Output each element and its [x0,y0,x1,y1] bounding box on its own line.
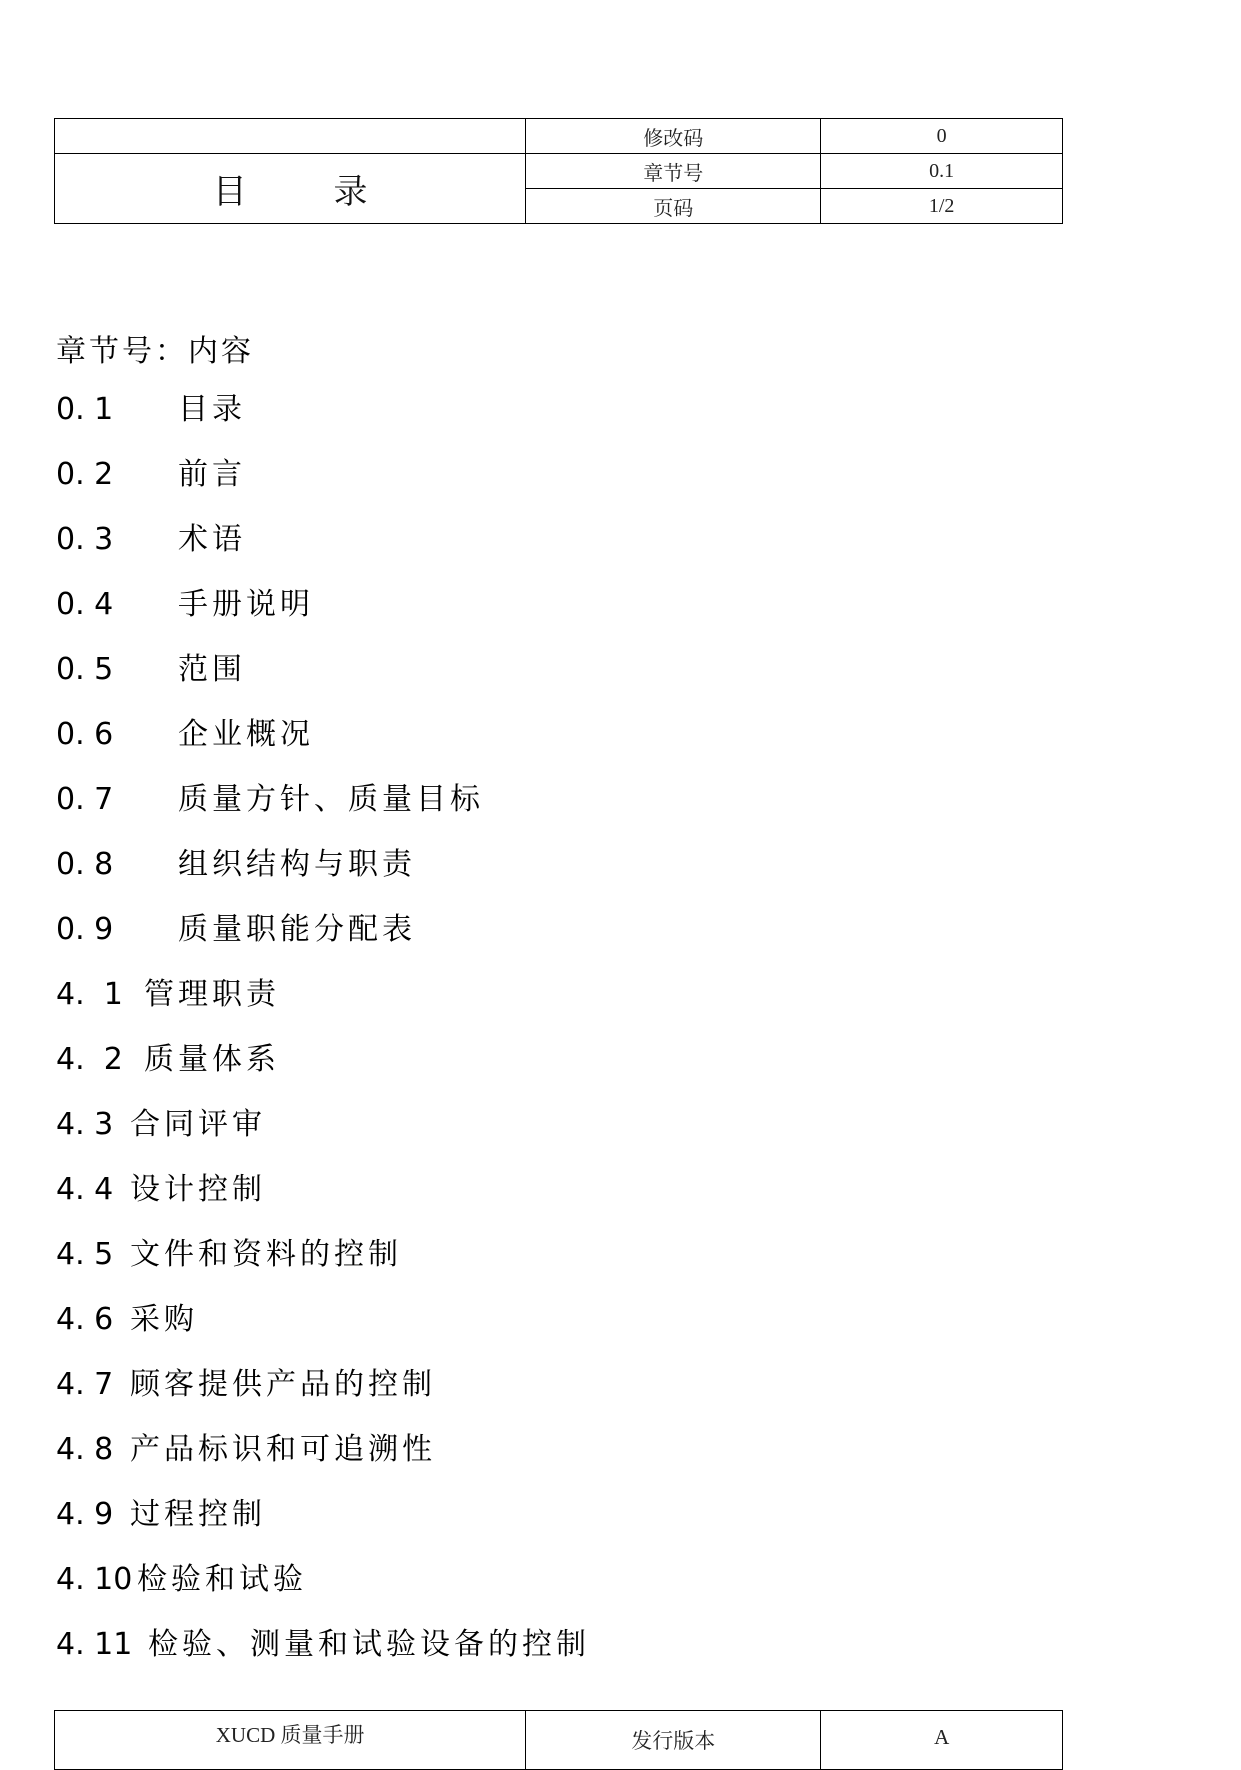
document-footer-table [54,1710,1063,1770]
toc-item[interactable] [56,1235,590,1300]
toc-item-number: 4. 9 [56,1497,114,1532]
toc-item-number: 4. 11 [56,1627,133,1662]
toc-item[interactable] [56,1365,590,1430]
toc-item[interactable] [56,1625,590,1690]
toc-item-title: 范围 [178,652,246,687]
toc-item[interactable] [56,1560,590,1625]
toc-item[interactable] [56,1105,590,1170]
toc-item[interactable] [56,1300,590,1365]
toc-item-title: 质量职能分配表 [178,912,416,947]
document-header-table [54,118,1063,224]
toc-item[interactable] [56,1430,590,1495]
revision-code-value: 0 [821,119,1063,154]
toc-item-title: 质量体系 [144,1042,280,1077]
toc-item-title: 术语 [178,522,246,557]
toc-item-number: 4. 6 [56,1302,114,1337]
toc-item-number: 4. 2 [56,1042,123,1077]
toc-item-number: 4. 10 [56,1562,133,1597]
toc-item-number: 4. 4 [56,1172,114,1207]
page-number-value: 1/2 [821,189,1063,224]
toc-item[interactable] [56,910,590,975]
toc-item-title: 顾客提供产品的控制 [130,1367,436,1402]
toc-item-number: 0. 2 [56,457,114,492]
toc-heading: 章节号：内容 [56,334,254,369]
toc-item-number: 4. 1 [56,977,123,1012]
toc-item-title: 文件和资料的控制 [130,1237,402,1272]
toc-item-title: 过程控制 [130,1497,266,1532]
toc-item[interactable] [56,845,590,910]
toc-item-title: 前言 [178,457,246,492]
toc-item[interactable] [56,455,590,520]
issue-version-value: A [821,1711,1063,1770]
toc-item[interactable] [56,715,590,780]
toc-item-title: 设计控制 [130,1172,266,1207]
page-number-label: 页码 [526,189,821,224]
toc-item[interactable] [56,780,590,845]
manual-name: XUCD 质量手册 [55,1711,526,1770]
toc-item-number: 0. 1 [56,392,114,427]
toc-item[interactable] [56,390,590,455]
section-number-label: 章节号 [526,154,821,189]
toc-item-title: 质量方针、质量目标 [178,782,484,817]
toc-item[interactable] [56,1495,590,1560]
toc-item-number: 0. 7 [56,782,114,817]
toc-item[interactable] [56,1040,590,1105]
section-number-value: 0.1 [821,154,1063,189]
toc-item-title: 企业概况 [178,717,314,752]
toc-item-title: 合同评审 [130,1107,266,1142]
toc-item-number: 0. 5 [56,652,114,687]
toc-item-number: 0. 4 [56,587,114,622]
toc-item[interactable] [56,650,590,715]
toc-item[interactable] [56,975,590,1040]
toc-item-number: 4. 5 [56,1237,114,1272]
toc-item-number: 0. 6 [56,717,114,752]
toc-item[interactable] [56,1170,590,1235]
issue-version-label: 发行版本 [526,1711,821,1770]
document-title: 目 录 [55,154,526,224]
toc-item-number: 4. 8 [56,1432,114,1467]
toc-item-title: 管理职责 [144,977,280,1012]
toc-item-title: 产品标识和可追溯性 [130,1432,436,1467]
toc-item-number: 4. 3 [56,1107,114,1142]
toc-item-number: 4. 7 [56,1367,114,1402]
toc-item-title: 手册说明 [178,587,314,622]
table-of-contents [56,390,590,1690]
toc-item[interactable] [56,520,590,585]
revision-code-label: 修改码 [526,119,821,154]
toc-item-title: 检验和试验 [137,1562,307,1597]
toc-item[interactable] [56,585,590,650]
toc-item-title: 目录 [178,392,246,427]
toc-item-title: 采购 [130,1302,198,1337]
header-blank-cell [55,119,526,154]
toc-item-number: 0. 9 [56,912,114,947]
toc-item-title: 组织结构与职责 [178,847,416,882]
toc-item-title: 检验、测量和试验设备的控制 [148,1627,590,1662]
toc-item-number: 0. 8 [56,847,114,882]
toc-item-number: 0. 3 [56,522,114,557]
